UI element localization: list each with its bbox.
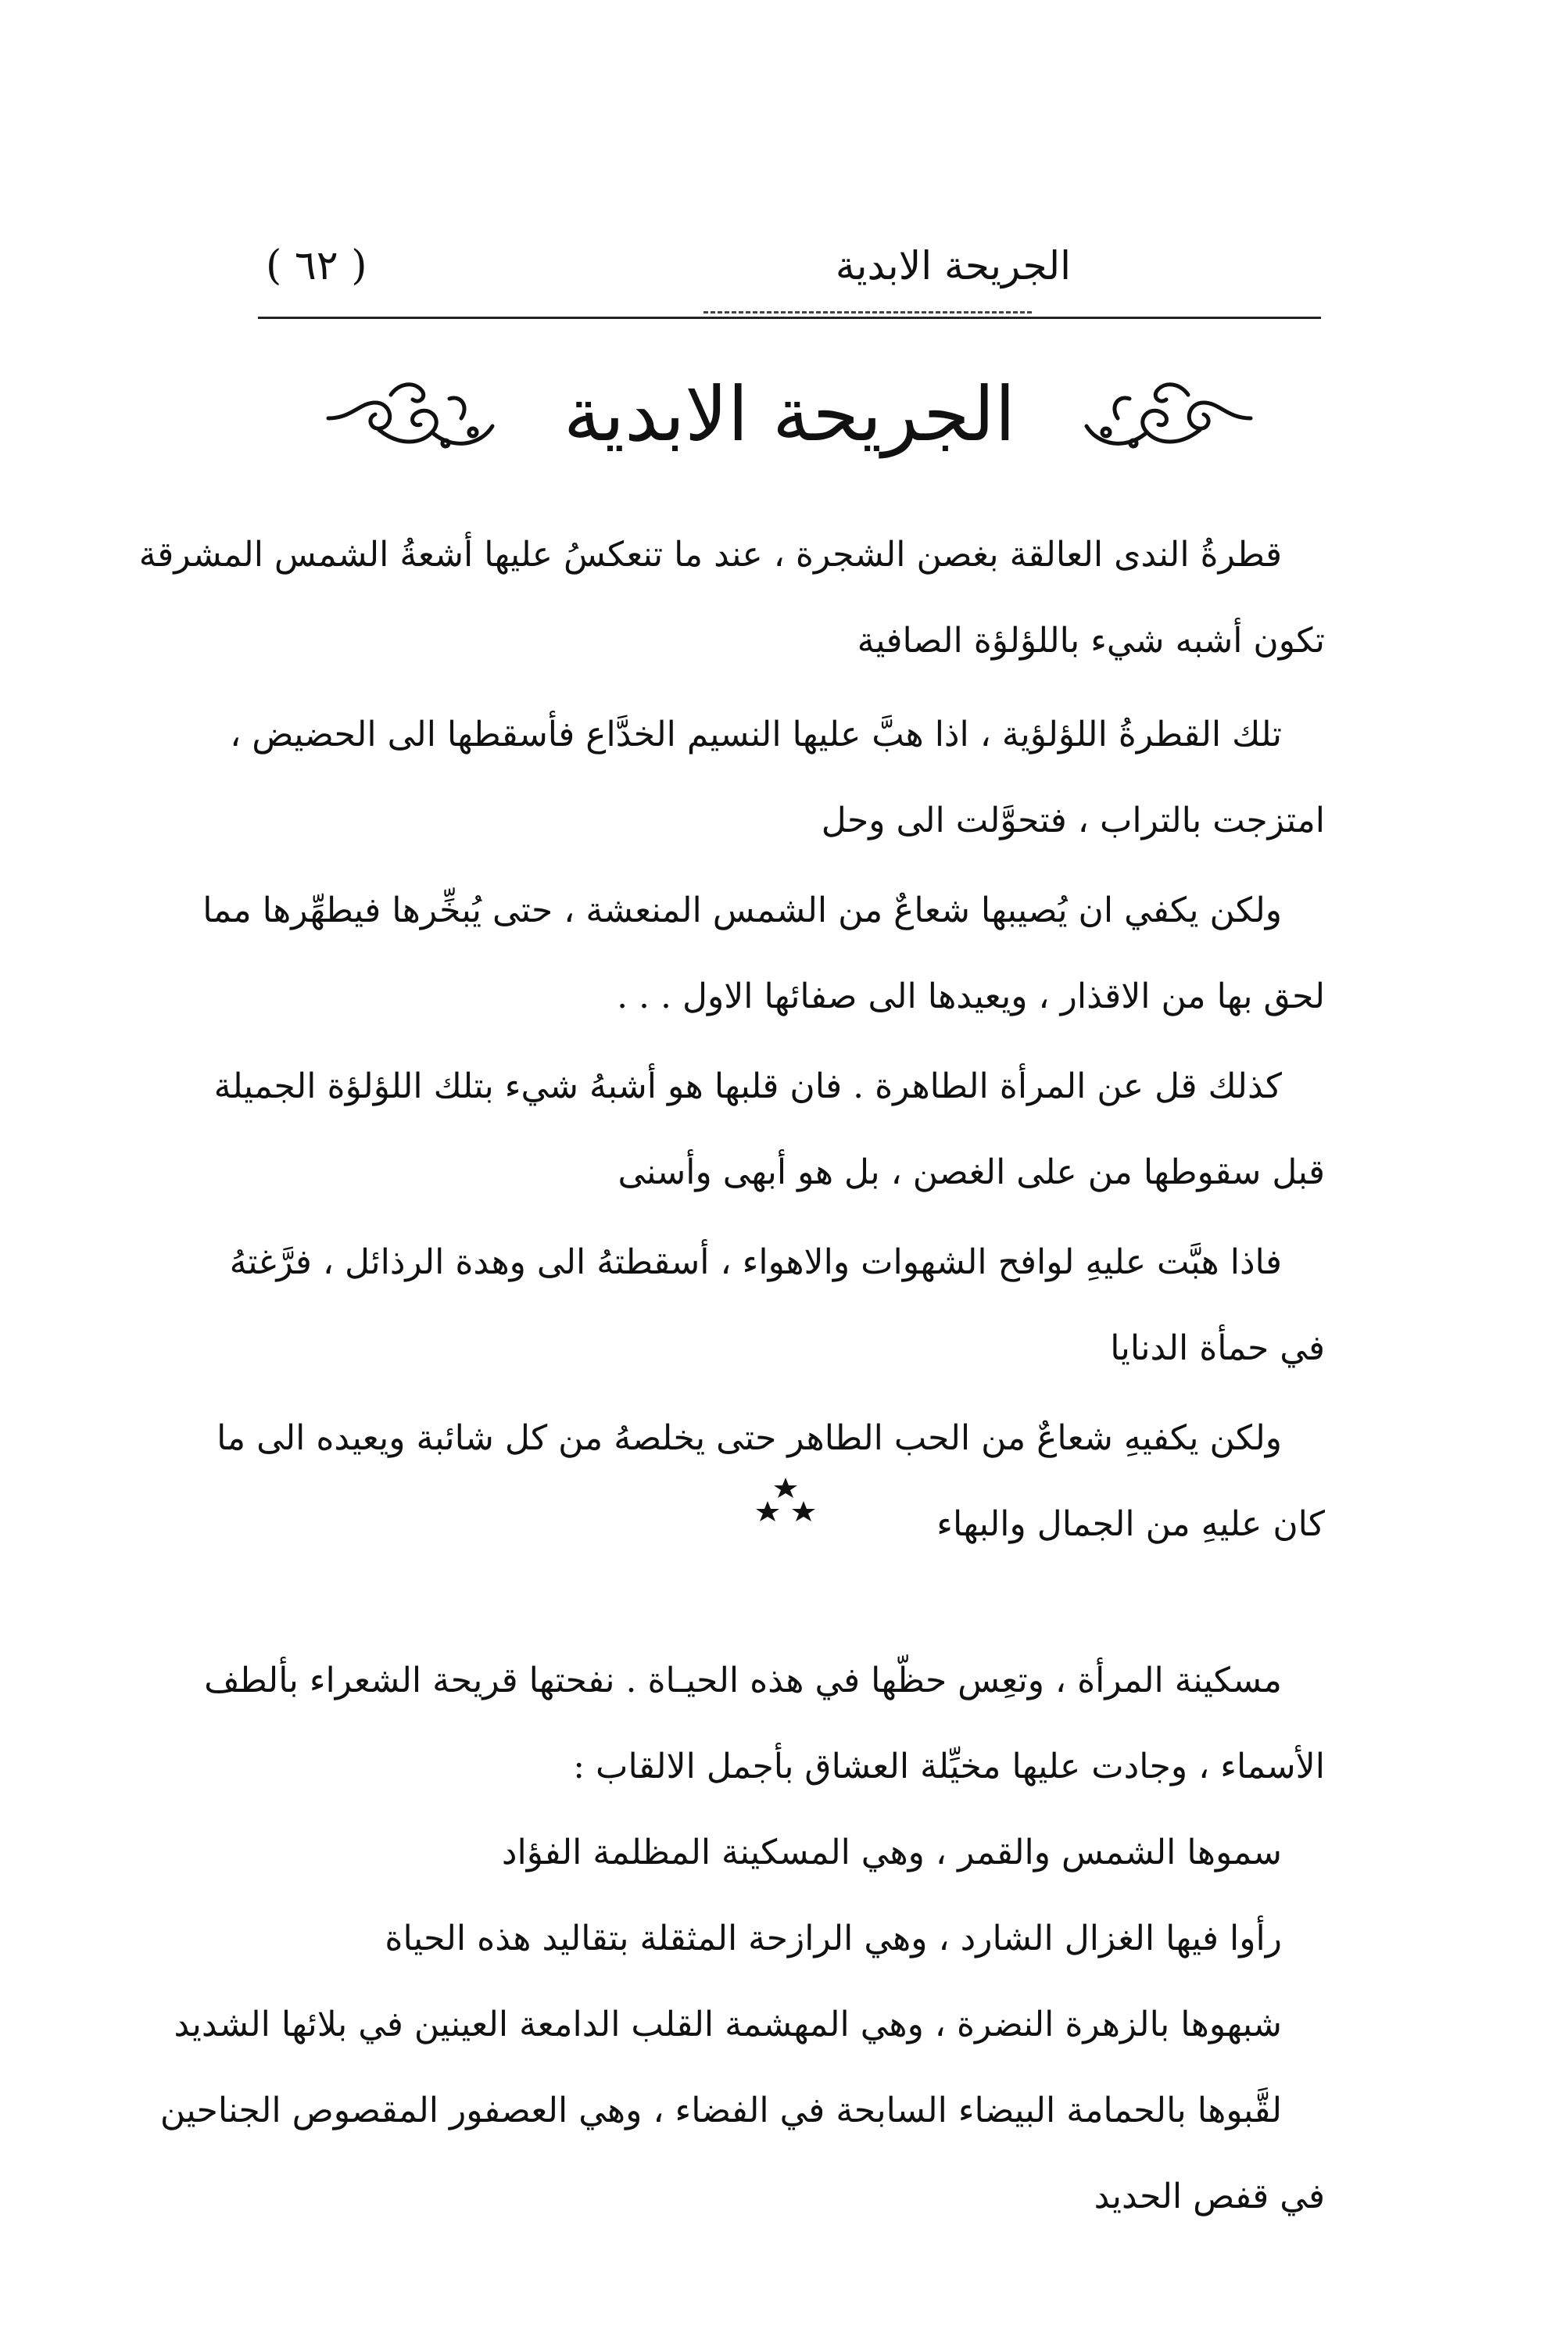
asterism-icon (750, 1474, 821, 1528)
chapter-heading (258, 356, 1321, 473)
ornament-flourish-icon (320, 371, 508, 457)
running-title: الجريحة الابدية (835, 243, 1071, 288)
text-line: الأسماء ، وجادت عليها مخيِّلة العشاق بأجمل الالقاب : (573, 1747, 1325, 1786)
text-line: امتزجت بالتراب ، فتحوَّلت الى وحل (821, 801, 1325, 840)
header-rule-dashed (703, 311, 1032, 314)
text-line: شبهوها بالزهرة النضرة ، وهي المهشمة القلب الدامعة العينين في بلائها الشديد (174, 2005, 1282, 2044)
text-line: ولكن يكفي ان يُصيبها شعاعٌ من الشمس المنعشة ، حتى يُبخِّرها فيطهِّرها مما (202, 890, 1282, 930)
text-line: في حمأة الدنايا (1110, 1328, 1325, 1368)
text-line: مسكينة المرأة ، وتعِس حظّها في هذه الحيـاة . نفحتها قريحة الشعراء بألطف (204, 1661, 1282, 1700)
chapter-title: الجريحة الابدية (563, 371, 1016, 458)
header-rule (258, 317, 1321, 319)
text-line: كان عليهِ من الجمال والبهاء (936, 1504, 1325, 1544)
text-line: كذلك قل عن المرأة الطاهرة . فان قلبها هو أشبهُ شيء بتلك اللؤلؤة الجميلة (213, 1066, 1282, 1106)
text-line: تكون أشبه شيء باللؤلؤة الصافية (857, 621, 1325, 661)
page-number: ( ٦٢ ) (266, 242, 367, 289)
text-line: رأوا فيها الغزال الشارد ، وهي الرازحة المثقلة بتقاليد هذه الحياة (385, 1919, 1282, 1958)
text-line: سموها الشمس والقمر ، وهي المسكينة المظلمة الفؤاد (501, 1833, 1282, 1872)
text-line: لحق بها من الاقذار ، ويعيدها الى صفائها الاول . . . (617, 976, 1325, 1016)
text-line: قبل سقوطها من على الغصن ، بل هو أبهى وأسنى (618, 1152, 1325, 1192)
running-header (258, 235, 1321, 297)
text-line: قطرةُ الندى العالقة بغصن الشجرة ، عند ما تنعكسُ عليها أشعةُ الشمس المشرقة (138, 535, 1282, 575)
text-line: في قفص الحديد (1094, 2177, 1325, 2216)
text-line: فاذا هبَّت عليهِ لوافح الشهوات والاهواء ، أسقطتهُ الى وهدة الرذائل ، فرَّغتهُ (229, 1242, 1282, 1282)
text-line: لقَّبوها بالحمامة البيضاء السابحة في الفضاء ، وهي العصفور المقصوص الجناحين (159, 2091, 1282, 2130)
text-line: ولكن يكفيهِ شعاعٌ من الحب الطاهر حتى يخلصهُ من كل شائبة ويعيده الى ما (217, 1418, 1282, 1458)
text-line: تلك القطرةُ اللؤلؤية ، اذا هبَّ عليها النسيم الخدَّاع فأسقطها الى الحضيض ، (230, 715, 1282, 754)
